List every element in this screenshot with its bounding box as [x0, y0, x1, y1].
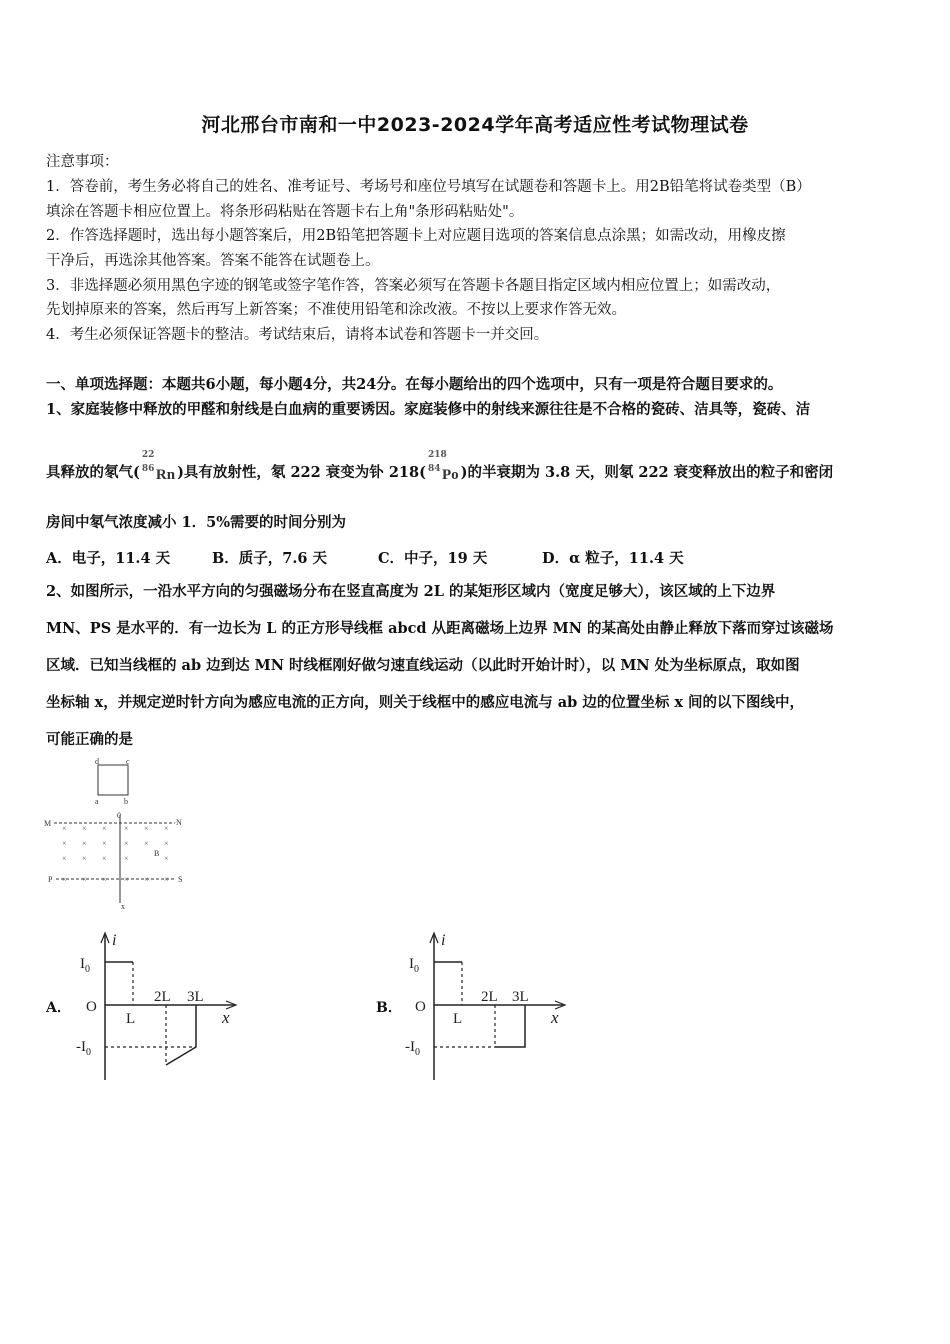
field-crosses: [62, 824, 169, 884]
choice-b[interactable]: B．质子，7.6 天: [212, 550, 328, 567]
svg-text:×: ×: [124, 839, 129, 848]
notice-line: 干净后，再选涂其他答案。答案不能答在试题卷上。: [46, 253, 380, 269]
svg-text:×: ×: [82, 854, 87, 863]
page-title: 河北邢台市南和一中2023-2024学年高考适应性考试物理试卷: [201, 114, 749, 136]
question-2-line: 区域．已知当线框的 ab 边到达 MN 时线框刚好做匀速直线运动（以此时开始计时），以 MN 处为坐标原点，取如图: [46, 657, 800, 674]
polonium-isotope: 218 84 Po: [427, 450, 459, 483]
frame-label-d: d: [95, 757, 99, 766]
2l-label: 2L: [481, 989, 498, 1005]
svg-text:×: ×: [62, 824, 67, 833]
svg-text:×: ×: [144, 839, 149, 848]
i0-label: $I_0$: [80, 956, 90, 975]
svg-text:×: ×: [102, 854, 107, 863]
label-n: N: [176, 818, 182, 827]
origin-label: 0: [117, 811, 121, 820]
current-curve-negative: [495, 1005, 525, 1047]
svg-text:×: ×: [164, 854, 169, 863]
svg-text:×: ×: [164, 839, 169, 848]
magnetic-field-figure: [40, 755, 210, 910]
question-2-line: 2、如图所示，一沿水平方向的匀强磁场分布在竖直高度为 2L 的某矩形区域内（宽度足够大），该区域的上下边界: [46, 583, 776, 600]
question-1-isotope-line: [46, 450, 906, 485]
svg-text:×: ×: [82, 839, 87, 848]
frame-label-c: c: [126, 757, 130, 766]
q1-text-b: )具有放射性，氡 222 衰变为钋 218(: [177, 464, 426, 481]
neg-i0-label: $-I_0$: [405, 1039, 420, 1058]
notice-line: 4．考生必须保证答题卡的整洁。考试结束后，请将本试卷和答题卡一并交回。: [46, 327, 549, 343]
notice-line: 先划掉原来的答案，然后再写上新答案；不准使用铅笔和涂改液。不按以上要求作答无效。: [46, 302, 626, 318]
label-m: M: [44, 819, 52, 828]
i-axis-label: i: [441, 932, 446, 949]
origin-label: O: [86, 999, 97, 1015]
radon-isotope: 22 86 Rn: [141, 450, 176, 483]
notice-line: 2．作答选择题时，选出每小题答案后，用2B铅笔把答题卡上对应题目选项的答案信息点涂黑；如需改动，用橡皮擦: [46, 228, 786, 244]
neg-i0-label: $-I_0$: [76, 1039, 91, 1058]
3l-label: 3L: [187, 989, 204, 1005]
q1-text-a: 具释放的氡气(: [46, 464, 140, 481]
svg-text:×: ×: [62, 875, 67, 884]
svg-text:×: ×: [82, 824, 87, 833]
label-s: S: [178, 875, 183, 884]
notice-heading: 注意事项：: [46, 154, 119, 170]
svg-text:×: ×: [164, 875, 169, 884]
wire-frame: [98, 765, 128, 795]
question-2-line: 坐标轴 x，并规定逆时针方向为感应电流的正方向，则关于线框中的感应电流与 ab 边的位置坐标 x 间的以下图线中，: [46, 694, 805, 711]
notice-line: 填涂在答题卡相应位置上。将条形码粘贴在答题卡右上角"条形码粘贴处"。: [46, 204, 524, 220]
2l-label: 2L: [154, 989, 171, 1005]
i0-label: $I_0$: [409, 956, 419, 975]
x-axis-label: x: [121, 902, 125, 910]
3l-label: 3L: [512, 989, 529, 1005]
svg-text:×: ×: [124, 824, 129, 833]
choice-c[interactable]: C．中子，19 天: [378, 550, 488, 567]
question-1-line: 房间中氡气浓度减小 1．5%需要的时间分别为: [46, 514, 347, 531]
svg-text:×: ×: [124, 854, 129, 863]
i-axis-label: i: [112, 932, 117, 949]
notice-line: 3．非选择题必须用黑色字迹的钢笔或签字笔作答，答案必须写在答题卡各题目指定区域内相应位置上；如需改动，: [46, 278, 781, 294]
notice-line: 1．答卷前，考生务必将自己的姓名、准考证号、考场号和座位号填写在试题卷和答题卡上。用2B铅笔将试卷类型（B）: [46, 179, 811, 195]
x-axis-label: x: [551, 1008, 559, 1027]
frame-label-a: a: [95, 797, 99, 806]
q1-text-c: )的半衰期为 3.8 天，则氡 222 衰变释放出的粒子和密闭: [460, 464, 834, 481]
field-label: B: [154, 849, 160, 858]
svg-text:×: ×: [164, 824, 169, 833]
svg-text:×: ×: [144, 875, 149, 884]
svg-text:×: ×: [102, 875, 107, 884]
question-2-line: MN、PS 是水平的．有一边长为 L 的正方形导线框 abcd 从距离磁场上边界 MN 的某高处由静止释放下落而穿过该磁场: [46, 620, 834, 637]
l-label: L: [126, 1011, 136, 1027]
x-axis-label: x: [222, 1008, 230, 1027]
question-1-line: 1、家庭装修中释放的甲醛和射线是白血病的重要诱因。家庭装修中的射线来源往往是不合格的瓷砖、洁具等，瓷砖、洁: [46, 401, 811, 418]
svg-text:×: ×: [144, 824, 149, 833]
svg-text:×: ×: [62, 839, 67, 848]
choice-a[interactable]: A．电子，11.4 天: [46, 550, 171, 567]
frame-label-b: b: [124, 797, 128, 806]
section-heading: 一、单项选择题：本题共6小题，每小题4分，共24分。在每小题给出的四个选项中，只有一项是符合题目要求的。: [46, 376, 783, 393]
graph-b[interactable]: [403, 925, 573, 1085]
graph-a[interactable]: [74, 925, 244, 1085]
l-label: L: [453, 1011, 463, 1027]
option-a-label[interactable]: A．: [46, 1000, 71, 1016]
svg-text:×: ×: [102, 824, 107, 833]
current-curve-negative: [166, 1005, 196, 1065]
option-b-label[interactable]: B．: [376, 1000, 402, 1016]
question-2-line: 可能正确的是: [46, 731, 133, 748]
svg-text:×: ×: [62, 854, 67, 863]
choice-d[interactable]: D．α 粒子，11.4 天: [542, 550, 684, 567]
svg-text:×: ×: [82, 875, 87, 884]
svg-text:×: ×: [124, 875, 129, 884]
svg-text:×: ×: [102, 839, 107, 848]
label-p: P: [48, 875, 53, 884]
origin-label: O: [415, 999, 426, 1015]
